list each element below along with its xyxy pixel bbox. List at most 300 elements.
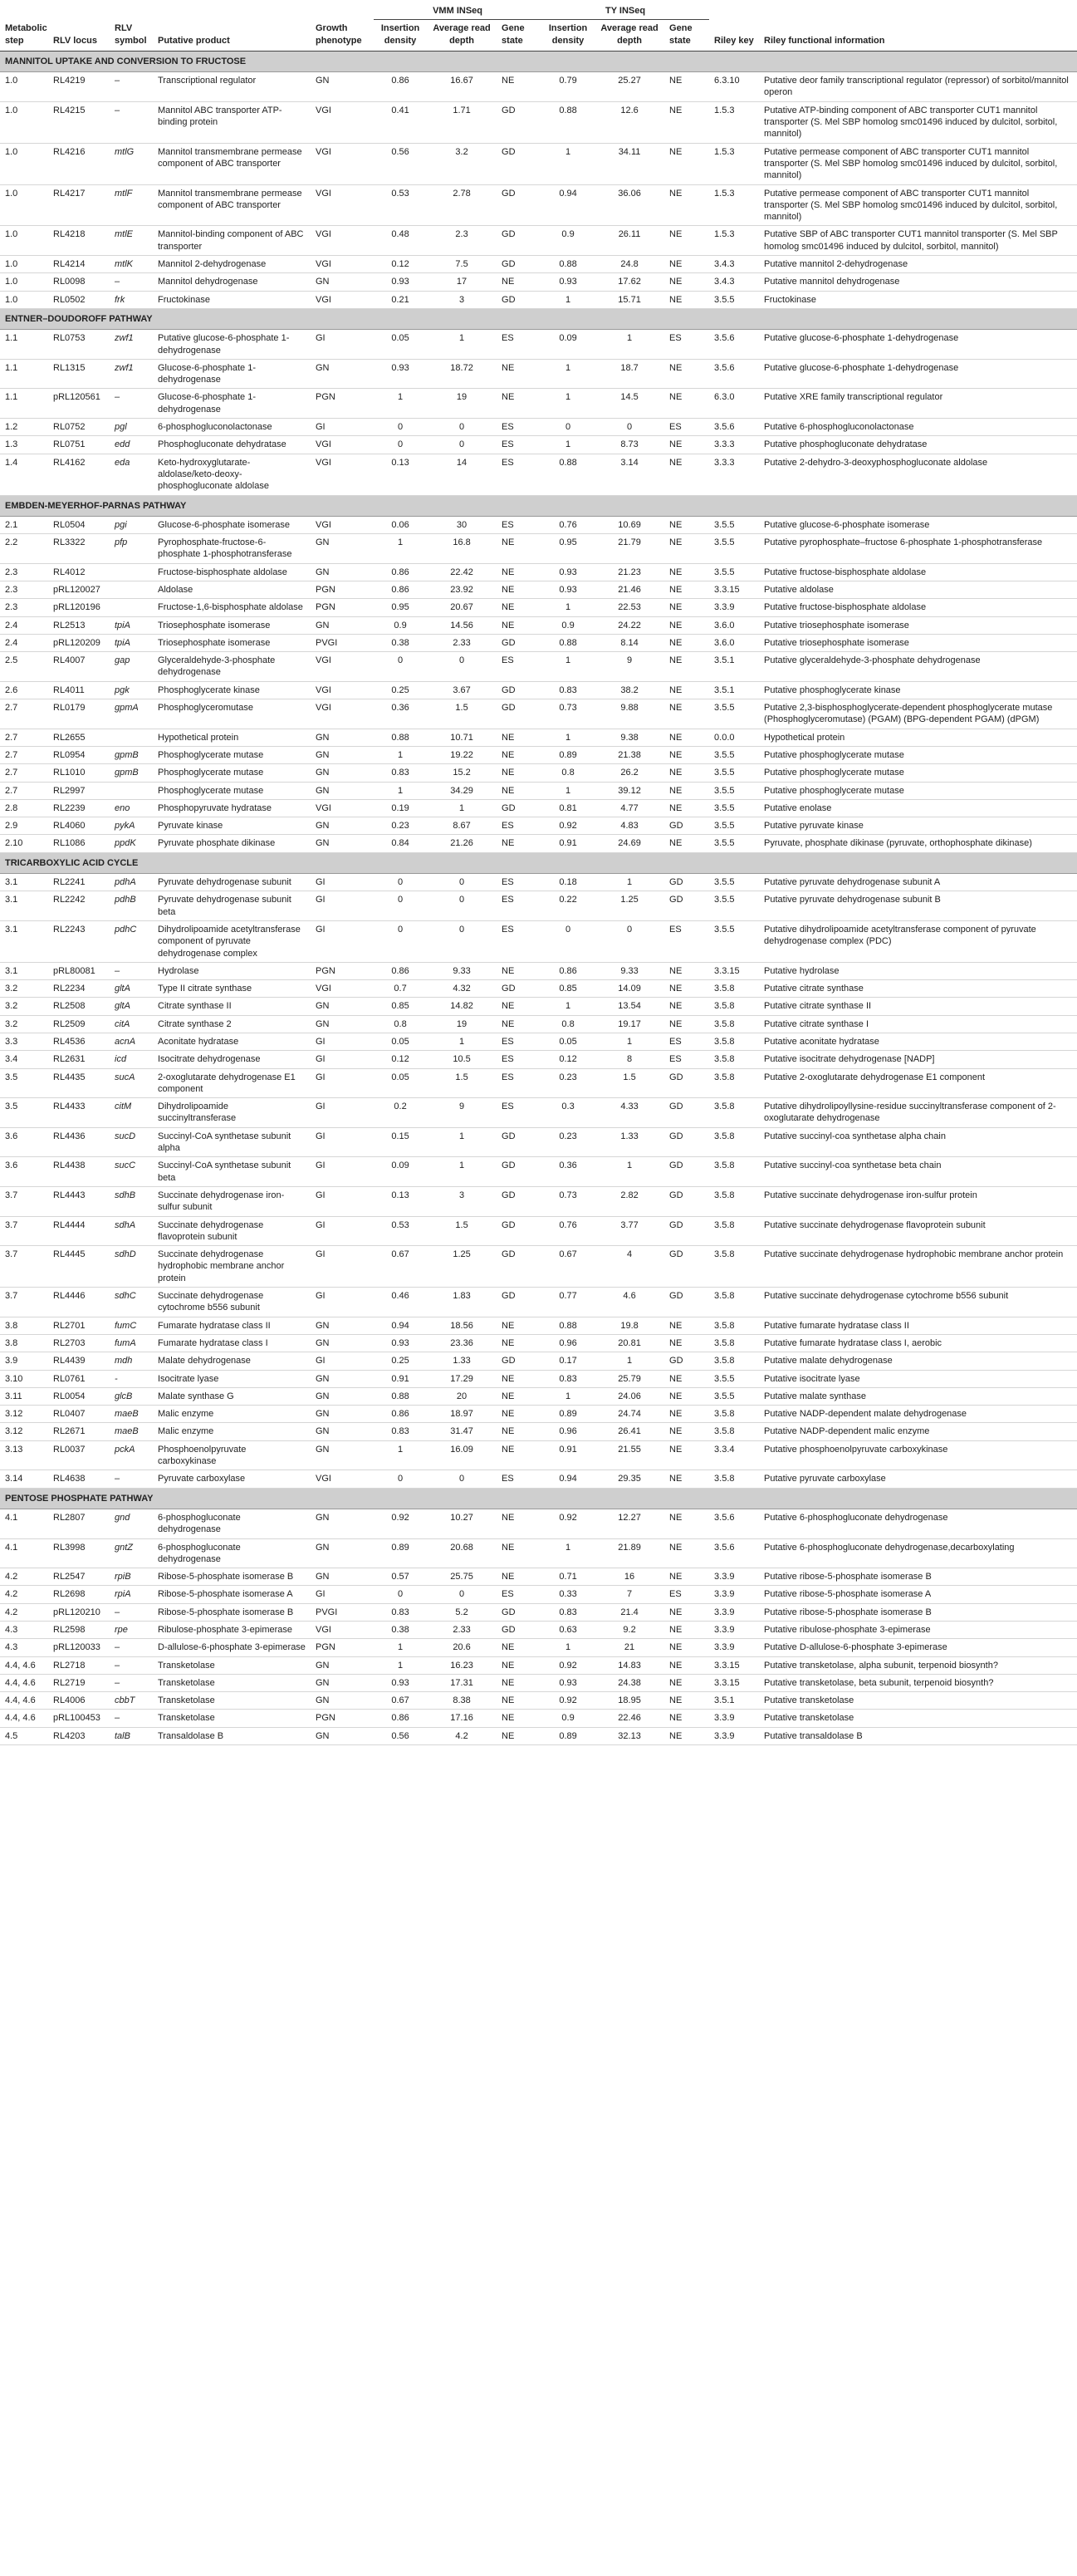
cell-riley-key: 3.3.3	[709, 436, 759, 454]
cell-metabolic-step: 4.1	[0, 1509, 48, 1538]
cell-riley-key: 3.5.8	[709, 1015, 759, 1033]
cell-riley-functional-information: Putative phosphogluconate dehydratase	[759, 436, 1077, 454]
cell-ty-gene-state: NE	[664, 835, 709, 852]
cell-rlv-symbol: gltA	[110, 998, 153, 1015]
cell-metabolic-step: 1.2	[0, 419, 48, 436]
cell-riley-functional-information: Putative fumarate hydratase class I, aerobic	[759, 1334, 1077, 1352]
cell-vmm-average-read-depth: 1	[427, 1033, 497, 1051]
cell-vmm-gene-state: GD	[497, 1246, 541, 1288]
cell-vmm-insertion-density: 0.2	[374, 1098, 427, 1128]
section-header-row	[0, 852, 1077, 873]
cell-rlv-locus: RL2703	[48, 1334, 110, 1352]
cell-ty-gene-state: NE	[664, 454, 709, 495]
cell-ty-gene-state: NE	[664, 998, 709, 1015]
table-row	[0, 746, 1077, 763]
cell-rlv-locus: RL4436	[48, 1127, 110, 1157]
cell-riley-functional-information: Putative isocitrate lyase	[759, 1370, 1077, 1387]
table-row	[0, 817, 1077, 835]
cell-rlv-symbol: gpmA	[110, 699, 153, 729]
cell-riley-functional-information: Putative mannitol 2-dehydrogenase	[759, 256, 1077, 273]
cell-ty-average-read-depth: 16	[595, 1568, 664, 1586]
cell-riley-functional-information: Putative citrate synthase	[759, 980, 1077, 998]
cell-metabolic-step: 3.7	[0, 1246, 48, 1288]
cell-vmm-gene-state: GD	[497, 634, 541, 651]
cell-ty-average-read-depth: 4.33	[595, 1098, 664, 1128]
cell-rlv-symbol: pdhA	[110, 874, 153, 891]
cell-riley-key: 1.5.3	[709, 143, 759, 184]
cell-ty-insertion-density: 0.9	[541, 616, 595, 634]
section-title: PENTOSE PHOSPHATE PATHWAY	[0, 1488, 1077, 1509]
cell-rlv-locus: RL4215	[48, 101, 110, 143]
cell-vmm-gene-state: GD	[497, 1621, 541, 1638]
cell-ty-gene-state: GD	[664, 1216, 709, 1246]
cell-metabolic-step: 3.2	[0, 998, 48, 1015]
cell-vmm-average-read-depth: 2.33	[427, 634, 497, 651]
cell-vmm-gene-state: NE	[497, 1334, 541, 1352]
cell-vmm-insertion-density: 0	[374, 436, 427, 454]
table-row	[0, 782, 1077, 799]
cell-ty-average-read-depth: 21.46	[595, 581, 664, 598]
cell-riley-functional-information: Putative phosphoenolpyruvate carboxykinase	[759, 1440, 1077, 1470]
cell-riley-key: 3.3.9	[709, 599, 759, 616]
cell-growth-phenotype: GI	[311, 1352, 374, 1370]
cell-rlv-locus: RL2239	[48, 799, 110, 817]
cell-vmm-average-read-depth: 1.5	[427, 1216, 497, 1246]
cell-ty-insertion-density: 0.17	[541, 1352, 595, 1370]
cell-riley-functional-information: Putative 2-oxoglutarate dehydrogenase E1 component	[759, 1068, 1077, 1098]
cell-rlv-symbol: –	[110, 1603, 153, 1621]
table-row	[0, 1051, 1077, 1068]
cell-ty-gene-state: NE	[664, 634, 709, 651]
cell-vmm-average-read-depth: 14.56	[427, 616, 497, 634]
cell-riley-key: 3.5.1	[709, 681, 759, 699]
table-row	[0, 799, 1077, 817]
cell-growth-phenotype: GN	[311, 1538, 374, 1568]
cell-ty-insertion-density: 1	[541, 729, 595, 746]
cell-vmm-insertion-density: 0.13	[374, 454, 427, 495]
cell-putative-product: Isocitrate dehydrogenase	[153, 1051, 311, 1068]
cell-vmm-gene-state: GD	[497, 1186, 541, 1216]
table-row	[0, 1068, 1077, 1098]
table-row	[0, 874, 1077, 891]
cell-vmm-gene-state: GD	[497, 699, 541, 729]
cell-growth-phenotype: GN	[311, 534, 374, 564]
cell-rlv-symbol: icd	[110, 1051, 153, 1068]
cell-vmm-insertion-density: 1	[374, 534, 427, 564]
cell-ty-average-read-depth: 20.81	[595, 1334, 664, 1352]
cell-putative-product: Glucose-6-phosphate 1-dehydrogenase	[153, 359, 311, 389]
section-title: MANNITOL UPTAKE AND CONVERSION TO FRUCTOSE	[0, 51, 1077, 71]
cell-ty-gene-state: NE	[664, 1406, 709, 1423]
cell-ty-average-read-depth: 26.41	[595, 1423, 664, 1440]
table-row	[0, 1246, 1077, 1288]
cell-riley-functional-information: Putative 6-phosphogluconolactonase	[759, 419, 1077, 436]
cell-vmm-average-read-depth: 8.38	[427, 1692, 497, 1710]
cell-vmm-gene-state: NE	[497, 998, 541, 1015]
cell-vmm-average-read-depth: 1.5	[427, 699, 497, 729]
cell-riley-key: 3.5.6	[709, 1538, 759, 1568]
cell-growth-phenotype: GN	[311, 1317, 374, 1334]
cell-vmm-gene-state: NE	[497, 764, 541, 782]
cell-rlv-symbol: mdh	[110, 1352, 153, 1370]
cell-growth-phenotype: GN	[311, 1692, 374, 1710]
cell-growth-phenotype: GN	[311, 273, 374, 291]
cell-growth-phenotype: GI	[311, 1068, 374, 1098]
cell-ty-insertion-density: 0.83	[541, 681, 595, 699]
table-row	[0, 359, 1077, 389]
cell-vmm-average-read-depth: 0	[427, 874, 497, 891]
cell-growth-phenotype: GI	[311, 920, 374, 962]
table-header	[0, 0, 1077, 51]
cell-ty-average-read-depth: 39.12	[595, 782, 664, 799]
cell-rlv-locus: RL4536	[48, 1033, 110, 1051]
cell-growth-phenotype: GI	[311, 1186, 374, 1216]
cell-vmm-gene-state: GD	[497, 291, 541, 308]
cell-riley-key: 3.5.8	[709, 1157, 759, 1187]
cell-vmm-gene-state: GD	[497, 256, 541, 273]
table-row	[0, 516, 1077, 533]
cell-vmm-insertion-density: 0.09	[374, 1157, 427, 1187]
cell-rlv-locus: pRL120209	[48, 634, 110, 651]
cell-ty-gene-state: NE	[664, 359, 709, 389]
cell-ty-insertion-density: 1	[541, 998, 595, 1015]
table-row	[0, 1317, 1077, 1334]
cell-ty-gene-state: NE	[664, 1423, 709, 1440]
cell-putative-product: Phosphopyruvate hydratase	[153, 799, 311, 817]
cell-rlv-symbol: citA	[110, 1015, 153, 1033]
cell-growth-phenotype: GI	[311, 1288, 374, 1317]
group-header-ty: TY INSeq	[541, 0, 709, 20]
table-row	[0, 330, 1077, 360]
cell-riley-functional-information: Putative ribulose-phosphate 3-epimerase	[759, 1621, 1077, 1638]
cell-riley-functional-information: Putative SBP of ABC transporter CUT1 mannitol transporter (S. Mel SBP homolog smc01496 induced by dulcitol, sorbitol, mannitol)	[759, 226, 1077, 256]
cell-ty-insertion-density: 0.12	[541, 1051, 595, 1068]
cell-vmm-insertion-density: 0	[374, 920, 427, 962]
cell-ty-insertion-density: 0	[541, 419, 595, 436]
cell-vmm-insertion-density: 0.88	[374, 729, 427, 746]
cell-vmm-average-read-depth: 18.56	[427, 1317, 497, 1334]
cell-rlv-locus: RL2513	[48, 616, 110, 634]
cell-metabolic-step: 3.5	[0, 1068, 48, 1098]
cell-putative-product: Fructose-bisphosphate aldolase	[153, 563, 311, 581]
cell-metabolic-step: 1.3	[0, 436, 48, 454]
cell-rlv-locus: RL4217	[48, 184, 110, 226]
cell-vmm-insertion-density: 0.8	[374, 1015, 427, 1033]
cell-riley-key: 3.6.0	[709, 634, 759, 651]
cell-vmm-average-read-depth: 30	[427, 516, 497, 533]
cell-metabolic-step: 4.4, 4.6	[0, 1656, 48, 1674]
cell-vmm-gene-state: ES	[497, 1051, 541, 1068]
cell-vmm-average-read-depth: 15.2	[427, 764, 497, 782]
cell-rlv-symbol: –	[110, 273, 153, 291]
cell-vmm-average-read-depth: 10.27	[427, 1509, 497, 1538]
cell-riley-functional-information: Putative 2-dehydro-3-deoxyphosphogluconate aldolase	[759, 454, 1077, 495]
cell-riley-key: 3.5.8	[709, 1186, 759, 1216]
cell-ty-gene-state: GD	[664, 1068, 709, 1098]
cell-ty-insertion-density: 0.92	[541, 817, 595, 835]
cell-ty-insertion-density: 0.73	[541, 1186, 595, 1216]
cell-riley-key: 6.3.10	[709, 72, 759, 102]
cell-rlv-symbol: acnA	[110, 1033, 153, 1051]
cell-growth-phenotype: GN	[311, 1370, 374, 1387]
cell-rlv-symbol: mtlK	[110, 256, 153, 273]
cell-ty-insertion-density: 1	[541, 1639, 595, 1656]
cell-riley-key: 3.5.5	[709, 746, 759, 763]
cell-ty-average-read-depth: 0	[595, 419, 664, 436]
cell-vmm-insertion-density: 0.36	[374, 699, 427, 729]
cell-ty-insertion-density: 1	[541, 782, 595, 799]
cell-vmm-average-read-depth: 19	[427, 389, 497, 419]
cell-riley-functional-information: Putative transaldolase B	[759, 1727, 1077, 1744]
cell-rlv-locus: RL2234	[48, 980, 110, 998]
cell-vmm-gene-state: NE	[497, 1674, 541, 1691]
cell-rlv-locus: pRL100453	[48, 1710, 110, 1727]
cell-putative-product: Citrate synthase II	[153, 998, 311, 1015]
cell-metabolic-step: 2.3	[0, 599, 48, 616]
cell-vmm-insertion-density: 0.93	[374, 1334, 427, 1352]
cell-ty-insertion-density: 0.81	[541, 799, 595, 817]
cell-growth-phenotype: GN	[311, 817, 374, 835]
cell-riley-key: 3.3.15	[709, 1656, 759, 1674]
cell-rlv-locus: RL2509	[48, 1015, 110, 1033]
cell-ty-gene-state: NE	[664, 1710, 709, 1727]
cell-rlv-symbol: zwf1	[110, 359, 153, 389]
table-row	[0, 1603, 1077, 1621]
header-group-row	[0, 0, 1077, 20]
cell-ty-insertion-density: 0.88	[541, 256, 595, 273]
cell-vmm-insertion-density: 0.93	[374, 1674, 427, 1691]
cell-rlv-symbol: pgk	[110, 681, 153, 699]
cell-putative-product: Putative glucose-6-phosphate 1-dehydrogenase	[153, 330, 311, 360]
cell-growth-phenotype: GI	[311, 1127, 374, 1157]
cell-ty-average-read-depth: 21.23	[595, 563, 664, 581]
cell-ty-average-read-depth: 29.35	[595, 1470, 664, 1488]
table-row	[0, 699, 1077, 729]
cell-vmm-insertion-density: 0.86	[374, 72, 427, 102]
cell-metabolic-step: 4.3	[0, 1621, 48, 1638]
cell-vmm-insertion-density: 0.57	[374, 1568, 427, 1586]
cell-ty-average-read-depth: 1	[595, 874, 664, 891]
cell-rlv-symbol	[110, 729, 153, 746]
cell-riley-key: 1.5.3	[709, 184, 759, 226]
cell-rlv-symbol: gnd	[110, 1509, 153, 1538]
cell-rlv-locus: RL2698	[48, 1586, 110, 1603]
col-header-ty-average-read-depth: Average read depth	[595, 20, 664, 52]
cell-riley-key: 3.5.5	[709, 799, 759, 817]
cell-rlv-symbol: pgi	[110, 516, 153, 533]
cell-riley-key: 3.3.9	[709, 1639, 759, 1656]
cell-ty-gene-state: ES	[664, 1033, 709, 1051]
cell-ty-average-read-depth: 19.17	[595, 1015, 664, 1033]
cell-rlv-locus: RL0504	[48, 516, 110, 533]
cell-vmm-average-read-depth: 18.72	[427, 359, 497, 389]
cell-vmm-gene-state: ES	[497, 454, 541, 495]
cell-ty-gene-state: NE	[664, 1727, 709, 1744]
cell-vmm-insertion-density: 0.84	[374, 835, 427, 852]
cell-vmm-gene-state: ES	[497, 817, 541, 835]
cell-ty-average-read-depth: 21.4	[595, 1603, 664, 1621]
cell-ty-average-read-depth: 8.14	[595, 634, 664, 651]
cell-vmm-insertion-density: 0.53	[374, 1216, 427, 1246]
cell-riley-key: 3.5.8	[709, 1334, 759, 1352]
cell-metabolic-step: 3.2	[0, 1015, 48, 1033]
cell-vmm-gene-state: NE	[497, 1656, 541, 1674]
cell-ty-insertion-density: 0.88	[541, 101, 595, 143]
cell-ty-insertion-density: 1	[541, 599, 595, 616]
cell-vmm-gene-state: NE	[497, 1568, 541, 1586]
cell-vmm-gene-state: GD	[497, 980, 541, 998]
cell-vmm-gene-state: GD	[497, 226, 541, 256]
cell-growth-phenotype: GN	[311, 1440, 374, 1470]
cell-rlv-symbol: mtlG	[110, 143, 153, 184]
cell-ty-insertion-density: 1	[541, 652, 595, 682]
cell-ty-insertion-density: 0.88	[541, 454, 595, 495]
cell-riley-functional-information: Putative glucose-6-phosphate 1-dehydrogenase	[759, 359, 1077, 389]
cell-rlv-symbol: sdhB	[110, 1186, 153, 1216]
cell-vmm-average-read-depth: 0	[427, 652, 497, 682]
cell-ty-gene-state: NE	[664, 534, 709, 564]
table-row	[0, 1639, 1077, 1656]
cell-rlv-locus: RL4446	[48, 1288, 110, 1317]
cell-growth-phenotype: GN	[311, 746, 374, 763]
cell-putative-product: Hydrolase	[153, 962, 311, 979]
cell-vmm-gene-state: ES	[497, 419, 541, 436]
cell-ty-insertion-density: 0.89	[541, 1406, 595, 1423]
cell-growth-phenotype: GN	[311, 998, 374, 1015]
cell-putative-product: Ribose-5-phosphate isomerase B	[153, 1568, 311, 1586]
cell-ty-average-read-depth: 1	[595, 1157, 664, 1187]
table-row	[0, 143, 1077, 184]
cell-vmm-average-read-depth: 23.92	[427, 581, 497, 598]
cell-growth-phenotype: GN	[311, 1674, 374, 1691]
cell-ty-average-read-depth: 4.77	[595, 799, 664, 817]
cell-growth-phenotype: GN	[311, 1406, 374, 1423]
table-row	[0, 962, 1077, 979]
cell-riley-functional-information: Putative malate synthase	[759, 1387, 1077, 1405]
table-row	[0, 1033, 1077, 1051]
cell-growth-phenotype: GI	[311, 891, 374, 921]
col-header-vmm-average-read-depth: Average read depth	[427, 20, 497, 52]
table-row	[0, 419, 1077, 436]
cell-vmm-average-read-depth: 22.42	[427, 563, 497, 581]
cell-vmm-average-read-depth: 20.6	[427, 1639, 497, 1656]
cell-riley-key: 3.5.8	[709, 1098, 759, 1128]
cell-vmm-insertion-density: 0.83	[374, 764, 427, 782]
cell-rlv-locus: RL4214	[48, 256, 110, 273]
cell-rlv-locus: RL2241	[48, 874, 110, 891]
cell-ty-average-read-depth: 14.09	[595, 980, 664, 998]
cell-growth-phenotype: GN	[311, 1509, 374, 1538]
cell-riley-key: 3.5.1	[709, 1692, 759, 1710]
cell-growth-phenotype: VGI	[311, 436, 374, 454]
cell-putative-product: Glucose-6-phosphate isomerase	[153, 516, 311, 533]
table-row	[0, 1387, 1077, 1405]
cell-vmm-average-read-depth: 0	[427, 419, 497, 436]
cell-growth-phenotype: PGN	[311, 389, 374, 419]
cell-riley-functional-information: Fructokinase	[759, 291, 1077, 308]
cell-vmm-gene-state: ES	[497, 891, 541, 921]
cell-ty-insertion-density: 0.71	[541, 1568, 595, 1586]
cell-rlv-locus: RL0752	[48, 419, 110, 436]
cell-putative-product: Ribulose-phosphate 3-epimerase	[153, 1621, 311, 1638]
cell-vmm-gene-state: ES	[497, 330, 541, 360]
cell-metabolic-step: 3.3	[0, 1033, 48, 1051]
cell-ty-insertion-density: 0.05	[541, 1033, 595, 1051]
cell-vmm-insertion-density: 0.53	[374, 184, 427, 226]
cell-ty-average-read-depth: 10.69	[595, 516, 664, 533]
cell-vmm-insertion-density: 0.38	[374, 1621, 427, 1638]
cell-riley-functional-information: Putative 2,3-bisphosphoglycerate-dependent phosphoglycerate mutase (Phosphoglyceromutase) (PGAM) (BPG-dependent PGAM) (dPGM)	[759, 699, 1077, 729]
cell-ty-gene-state: NE	[664, 1603, 709, 1621]
cell-putative-product: 6-phosphogluconate dehydrogenase	[153, 1538, 311, 1568]
cell-vmm-insertion-density: 0.95	[374, 599, 427, 616]
cell-metabolic-step: 2.7	[0, 699, 48, 729]
cell-rlv-symbol: –	[110, 1674, 153, 1691]
cell-ty-insertion-density: 0.22	[541, 891, 595, 921]
cell-putative-product: Transketolase	[153, 1710, 311, 1727]
cell-rlv-symbol: tpiA	[110, 634, 153, 651]
table-row	[0, 1621, 1077, 1638]
cell-ty-gene-state: NE	[664, 1509, 709, 1538]
cell-ty-average-read-depth: 15.71	[595, 291, 664, 308]
cell-rlv-symbol: eno	[110, 799, 153, 817]
cell-ty-gene-state: NE	[664, 1674, 709, 1691]
cell-vmm-insertion-density: 0.05	[374, 1033, 427, 1051]
cell-vmm-average-read-depth: 2.3	[427, 226, 497, 256]
cell-ty-gene-state: ES	[664, 330, 709, 360]
cell-vmm-insertion-density: 1	[374, 389, 427, 419]
cell-putative-product: Dihydrolipoamide acetyltransferase component of pyruvate dehydrogenase complex	[153, 920, 311, 962]
cell-vmm-average-read-depth: 8.67	[427, 817, 497, 835]
cell-riley-functional-information: Putative succinyl-coa synthetase alpha chain	[759, 1127, 1077, 1157]
cell-ty-insertion-density: 0.18	[541, 874, 595, 891]
cell-riley-key: 3.3.9	[709, 1603, 759, 1621]
cell-rlv-locus: RL4438	[48, 1157, 110, 1187]
cell-vmm-insertion-density: 0.88	[374, 1387, 427, 1405]
cell-vmm-gene-state: NE	[497, 1387, 541, 1405]
cell-riley-key: 3.5.1	[709, 652, 759, 682]
cell-vmm-average-read-depth: 0	[427, 1586, 497, 1603]
cell-riley-functional-information: Putative glyceraldehyde-3-phosphate dehydrogenase	[759, 652, 1077, 682]
table-row	[0, 436, 1077, 454]
cell-ty-average-read-depth: 24.74	[595, 1406, 664, 1423]
cell-ty-gene-state: NE	[664, 962, 709, 979]
cell-ty-insertion-density: 1	[541, 359, 595, 389]
cell-ty-average-read-depth: 21.89	[595, 1538, 664, 1568]
cell-ty-insertion-density: 0.73	[541, 699, 595, 729]
cell-metabolic-step: 4.2	[0, 1586, 48, 1603]
col-header-rlv-locus: RLV locus	[48, 20, 110, 52]
cell-vmm-insertion-density: 0.86	[374, 1406, 427, 1423]
cell-metabolic-step: 2.1	[0, 516, 48, 533]
cell-vmm-gene-state: NE	[497, 729, 541, 746]
cell-putative-product: Pyrophosphate-fructose-6-phosphate 1-phosphotransferase	[153, 534, 311, 564]
cell-metabolic-step: 2.6	[0, 681, 48, 699]
cell-vmm-gene-state: GD	[497, 143, 541, 184]
cell-putative-product: Dihydrolipoamide succinyltransferase	[153, 1098, 311, 1128]
cell-putative-product: Malate synthase G	[153, 1387, 311, 1405]
cell-ty-insertion-density: 0.63	[541, 1621, 595, 1638]
table-row	[0, 1538, 1077, 1568]
cell-rlv-symbol: gntZ	[110, 1538, 153, 1568]
cell-ty-gene-state: NE	[664, 226, 709, 256]
cell-riley-functional-information: Putative fumarate hydratase class II	[759, 1317, 1077, 1334]
cell-vmm-gene-state: NE	[497, 1423, 541, 1440]
cell-metabolic-step: 4.1	[0, 1538, 48, 1568]
table-row	[0, 1352, 1077, 1370]
cell-vmm-gene-state: NE	[497, 534, 541, 564]
cell-ty-average-read-depth: 24.22	[595, 616, 664, 634]
